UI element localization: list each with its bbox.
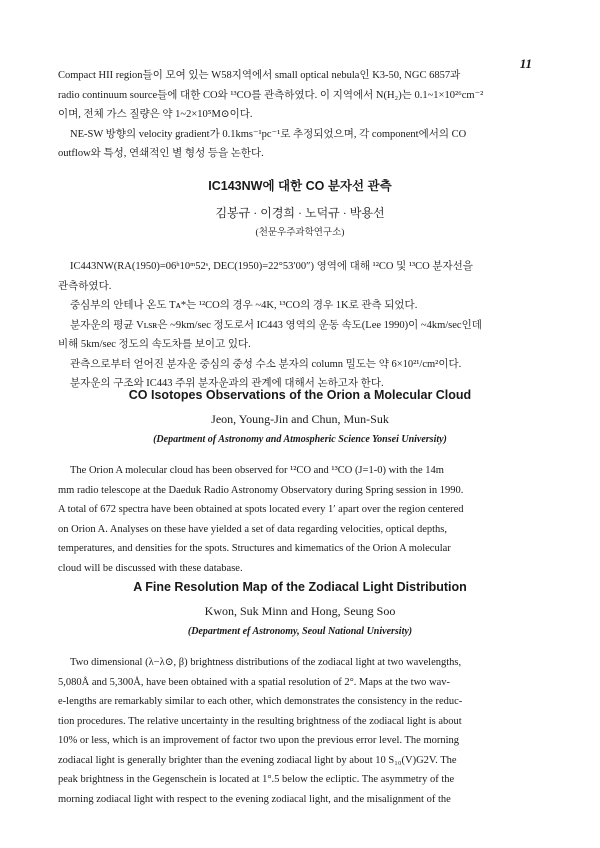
body-line: 10% or less, which is an improvement of factor two upon the previous error level. The morning <box>58 735 460 746</box>
abstract-affiliation: (Department ef Astronomy, Seoul National University) <box>187 625 413 637</box>
body-line: 분자운의 구조와 IC443 주위 분자운과의 관계에 대해서 논하고자 한다. <box>70 378 384 389</box>
body-line: peak brightness in the Gegenschein is located at 1°.5 below the ecliptic. The asymmetry of the <box>58 774 455 785</box>
body-line: 중심부의 안테나 온도 Tᴀ*는 ¹²CO의 경우 ~4K, ¹³CO의 경우 1K로 관측 되었다. <box>70 300 418 311</box>
body-line: outflow와 특성, 연쇄적인 별 형성 등을 논한다. <box>58 148 264 159</box>
body-line: radio continuum source들에 대한 CO와 ¹³CO를 관측하였다. 이 지역에서 N(H₂)는 0.1~1×10²⁶cm⁻² <box>58 89 484 101</box>
body-line: Two dimensional (λ−λ⊙, β) brightness distributions of the zodiacal light at two wavelengths, <box>70 657 462 668</box>
body-line: 이며, 전체 가스 질량은 약 1~2×10⁵M⊙이다. <box>58 109 253 120</box>
body-line: 관측하였다. <box>58 280 112 292</box>
abstract-affiliation: (천문우주과학연구소) <box>255 227 345 238</box>
body-line: temperatures, and densities for the spots. Structures and kimematics of the Orion A molecular <box>58 543 451 554</box>
abstract-title: CO Isotopes Observations of the Orion a Molecular Cloud <box>128 388 472 402</box>
body-line: 분자운의 평균 Vʟsʀ은 ~9km/sec 정도로서 IC443 영역의 운동 속도(Lee 1990)이 ~4km/sec인데 <box>70 319 482 331</box>
abstract-title: A Fine Resolution Map of the Zodiacal Light Distribution <box>133 580 467 594</box>
body-line: mm radio telescope at the Daeduk Radio Astronomy Observatory during Spring session in 1990. <box>58 484 464 496</box>
body-line: A total of 672 spectra have been obtained at spots located every 1′ apart over the region centered <box>58 504 464 515</box>
body-line: 비해 5km/sec 정도의 속도차를 보이고 있다. <box>58 339 251 350</box>
body-line: The Orion A molecular cloud has been observed for ¹²CO and ¹³CO (J=1-0) with the 14m <box>70 465 444 476</box>
body-line: morning zodiacal light with respect to the evening zodiacal light, and the misalignment of the <box>58 793 451 805</box>
abstract-zodiacal <box>58 580 542 809</box>
body-line: e-lengths are remarkably similar to each other, which demonstrates the consistency in the reduc- <box>58 696 463 707</box>
abstract-affiliation: (Department of Astronomy and Atmospheric Science Yonsei University) <box>153 433 447 445</box>
abstract-orion <box>58 388 542 578</box>
body-line: tion procedures. The relative uncertainty in the resulting brightness of the zodiacal light is about <box>58 715 462 727</box>
body-line: Compact HII region들이 모여 있는 W58지역에서 small optical nebula인 K3-50, NGC 6857과 <box>58 70 461 81</box>
abstract-authors: 김봉규 · 이경희 · 노덕규 · 박용선 <box>215 206 385 220</box>
body-line: cloud will be discussed with these database. <box>58 562 243 574</box>
body-line: zodiacal light is generally brighter than the evening zodiacal light by about 10 S₁₀(V)G2V. The <box>58 754 457 766</box>
body-line: 5,080Å and 5,300Å, have been obtained with a spatial resolution of 2°. Maps at the two wav- <box>58 676 451 688</box>
body-line: NE-SW 방향의 velocity gradient가 0.1kms⁻¹pc⁻¹로 추정되었으며, 각 component에서의 CO <box>70 128 467 140</box>
body-line: on Orion A. Analyses on these have yielded a set of data regarding velocities, optical depths, <box>58 523 447 535</box>
abstract-authors: Kwon, Suk Minn and Hong, Seung Soo <box>204 604 396 618</box>
abstract-title: IC143NW에 대한 CO 분자선 관측 <box>208 179 392 193</box>
abstract-ic443nw <box>58 176 542 394</box>
abstract-authors: Jeon, Young-Jin and Chun, Mun-Suk <box>211 412 389 426</box>
abstract-continued <box>58 66 542 164</box>
body-line: IC443NW(RA(1950)=06ʰ10ᵐ52ˢ, DEC(1950)=22°53′00″) 영역에 대해 ¹²CO 및 ¹³CO 분자선을 <box>70 261 473 272</box>
body-line: 관측으로부터 얻어진 분자운 중심의 중성 수소 분자의 column 밀도는 약 6×10²¹/cm²이다. <box>70 358 462 370</box>
page-number: 11 <box>519 56 532 71</box>
